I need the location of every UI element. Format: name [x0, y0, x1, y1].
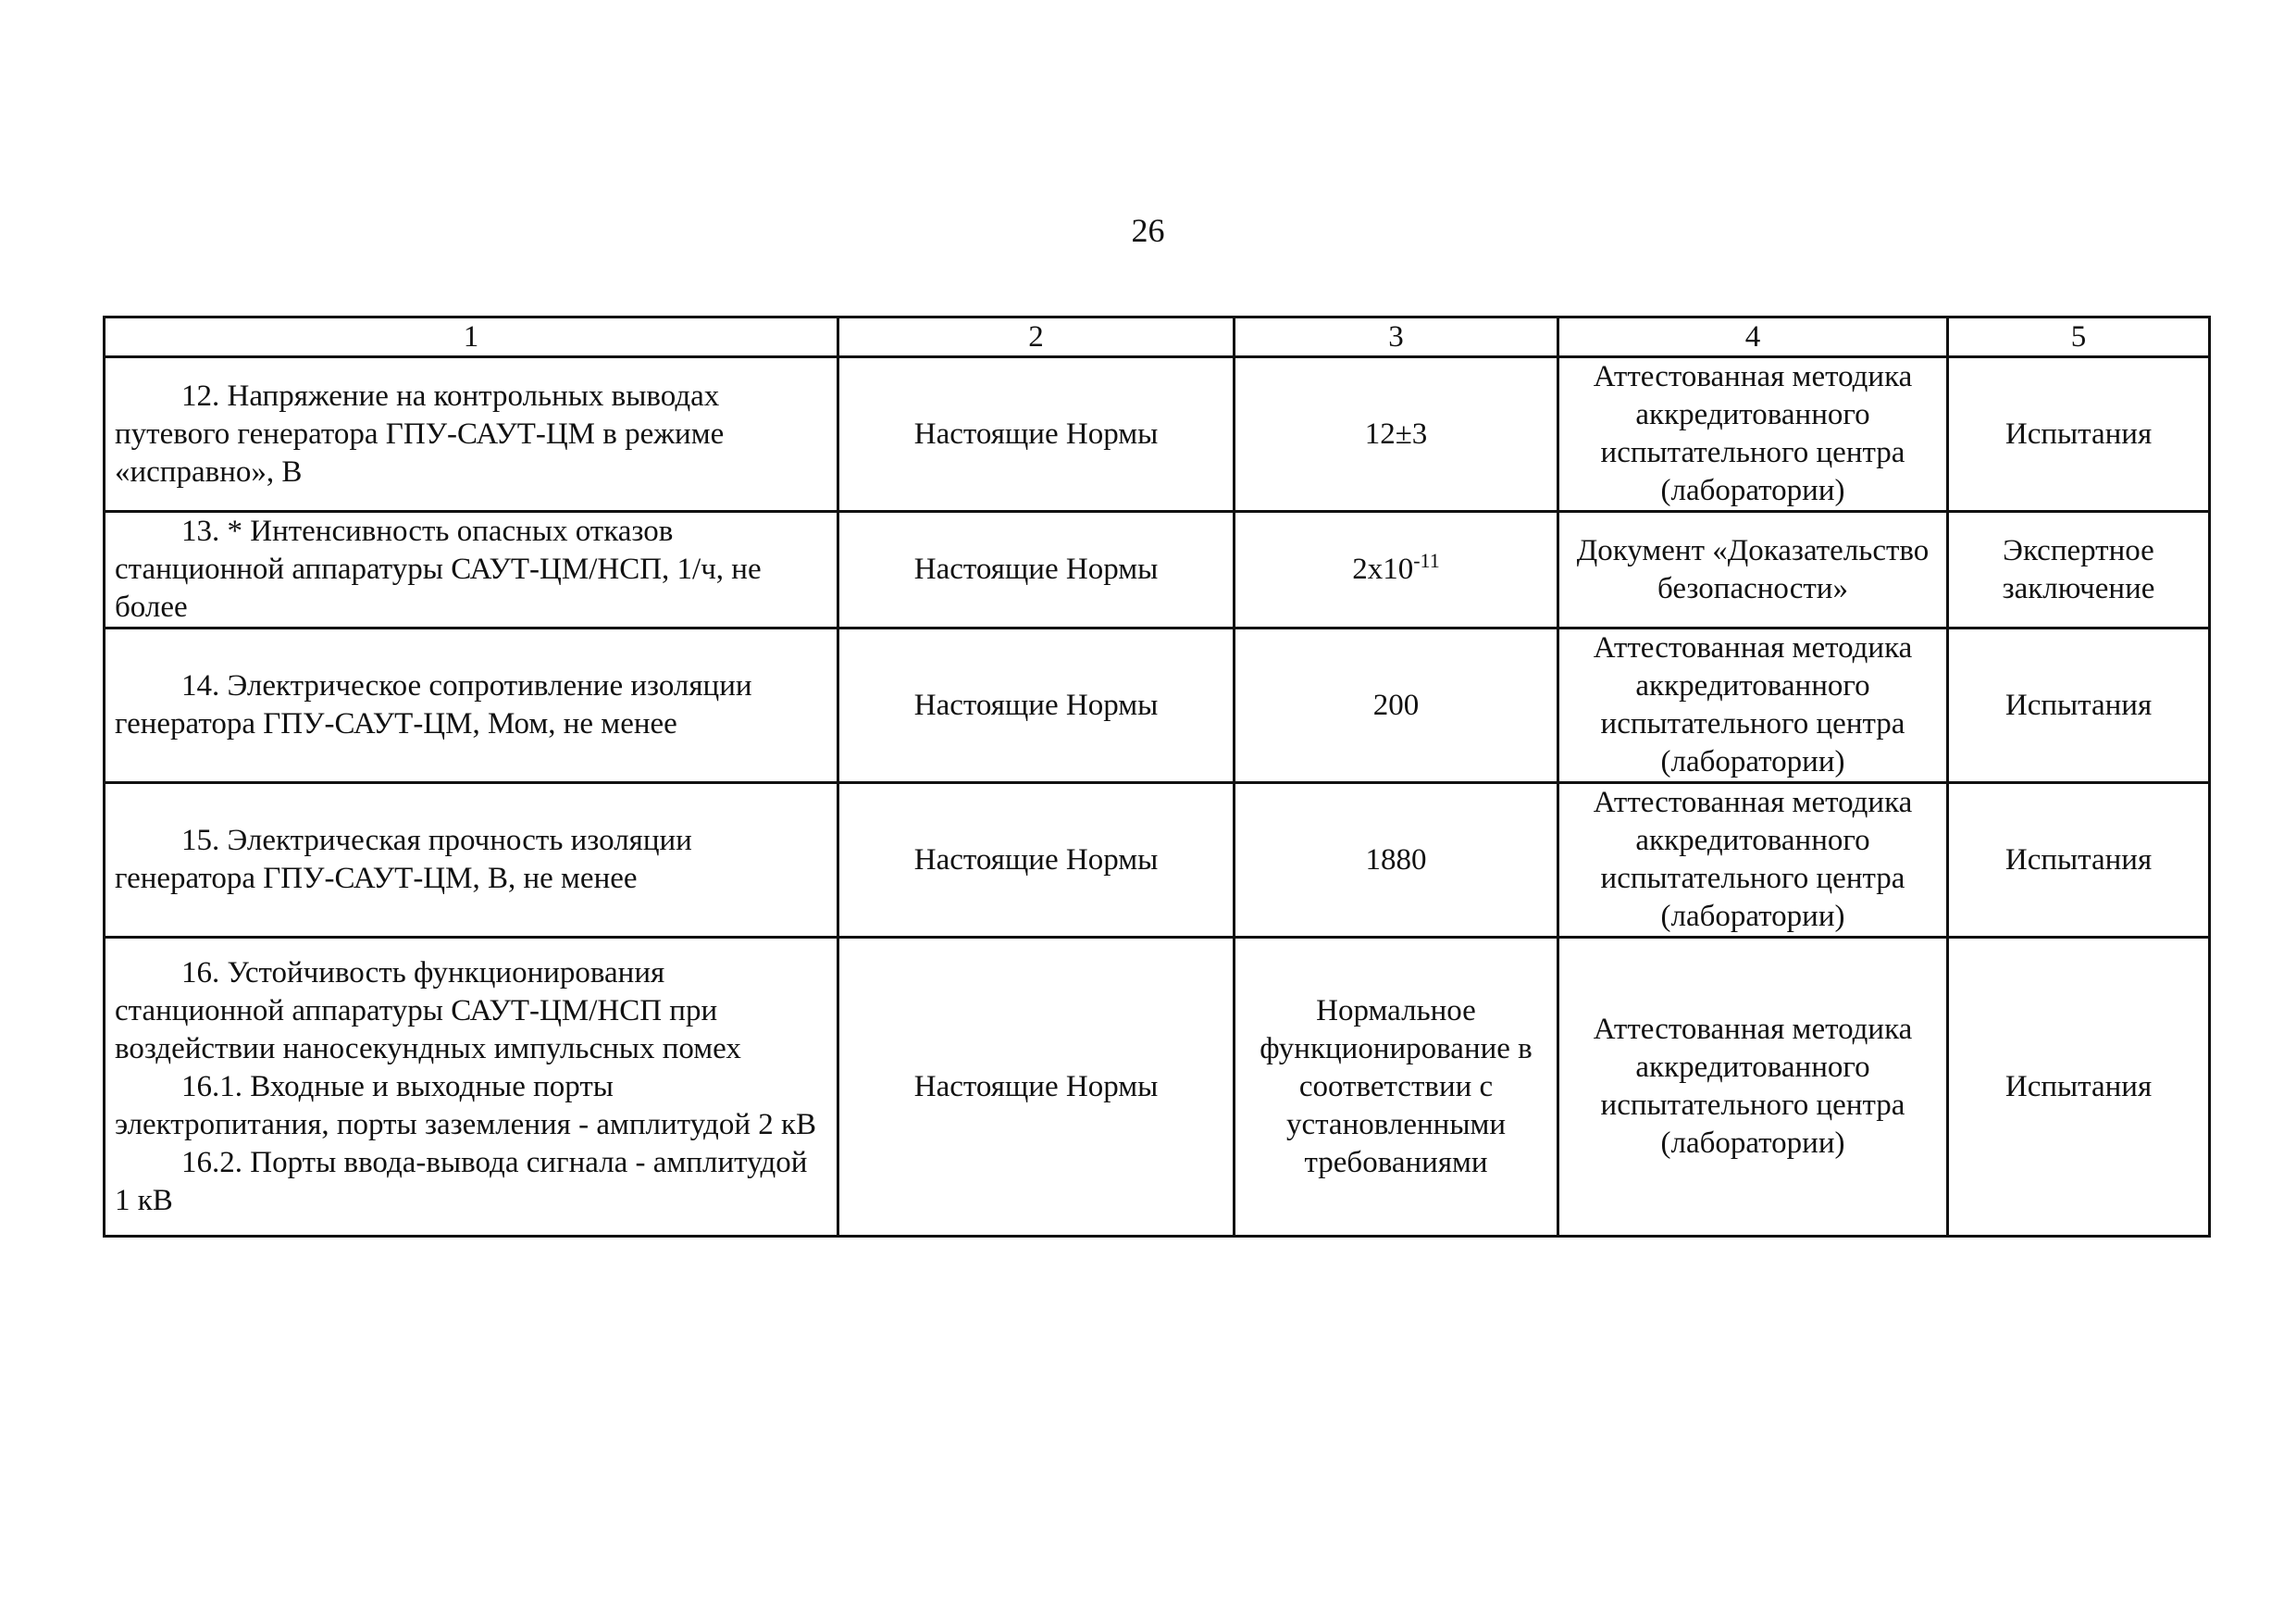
- column-header: 4: [1558, 317, 1948, 357]
- norm-document-cell: Настоящие Нормы: [838, 357, 1235, 512]
- parameter-cell: [105, 938, 838, 1237]
- value-exponent: -11: [1413, 549, 1440, 572]
- parameter-sub-item: 16.1. Входные и выходные порты электропитания, порты заземления - амплитудой 2 кВ: [115, 1069, 817, 1141]
- control-form-cell: Экспертное заключение: [1948, 512, 2210, 629]
- method-cell: Документ «Доказательство безопасности»: [1558, 512, 1948, 629]
- norms-table: [103, 316, 2211, 1238]
- column-header: 1: [105, 317, 838, 357]
- value-cell: 200: [1235, 629, 1558, 783]
- parameter-cell: 13. * Интенсивность опасных отказов станционной аппаратуры САУТ-ЦМ/НСП, 1/ч, не более: [105, 512, 838, 629]
- parameter-cell: 14. Электрическое сопротивление изоляции генератора ГПУ-САУТ-ЦМ, Мом, не менее: [105, 629, 838, 783]
- value-cell: [1235, 512, 1558, 629]
- table-row: [105, 357, 2210, 512]
- norm-document-cell: Настоящие Нормы: [838, 512, 1235, 629]
- column-header: 5: [1948, 317, 2210, 357]
- control-form-cell: Испытания: [1948, 783, 2210, 938]
- norm-document-cell: Настоящие Нормы: [838, 783, 1235, 938]
- norm-document-cell: Настоящие Нормы: [838, 938, 1235, 1237]
- column-header: 2: [838, 317, 1235, 357]
- value-cell: Нормальное функционирование в соответствии с установленными требованиями: [1235, 938, 1558, 1237]
- parameter-cell: 12. Напряжение на контрольных выводах путевого генератора ГПУ-САУТ-ЦМ в режиме «исправно», В: [105, 357, 838, 512]
- method-cell: Аттестованная методика аккредитованного испытательного центра (лаборатории): [1558, 783, 1948, 938]
- method-cell: Аттестованная методика аккредитованного испытательного центра (лаборатории): [1558, 629, 1948, 783]
- control-form-cell: Испытания: [1948, 629, 2210, 783]
- parameter-main: 16. Устойчивость функционирования станционной аппаратуры САУТ-ЦМ/НСП при воздействии наносекундных импульсных помех: [115, 955, 741, 1065]
- column-header: 3: [1235, 317, 1558, 357]
- parameter-sub-item: 16.2. Порты ввода-вывода сигнала - амплитудой 1 кВ: [115, 1145, 808, 1217]
- page-number: 26: [1131, 212, 1165, 249]
- value-cell: 1880: [1235, 783, 1558, 938]
- value-cell: 12±3: [1235, 357, 1558, 512]
- parameter-cell: 15. Электрическая прочность изоляции генератора ГПУ-САУТ-ЦМ, В, не менее: [105, 783, 838, 938]
- control-form-cell: Испытания: [1948, 938, 2210, 1237]
- table-row: [105, 629, 2210, 783]
- control-form-cell: Испытания: [1948, 357, 2210, 512]
- norm-document-cell: Настоящие Нормы: [838, 629, 1235, 783]
- table-row: [105, 938, 2210, 1237]
- table-row: [105, 512, 2210, 629]
- value-base: 2x10: [1352, 553, 1414, 586]
- method-cell: Аттестованная методика аккредитованного испытательного центра (лаборатории): [1558, 357, 1948, 512]
- method-cell: Аттестованная методика аккредитованного испытательного центра (лаборатории): [1558, 938, 1948, 1237]
- table-header-row: [105, 317, 2210, 357]
- table-row: [105, 783, 2210, 938]
